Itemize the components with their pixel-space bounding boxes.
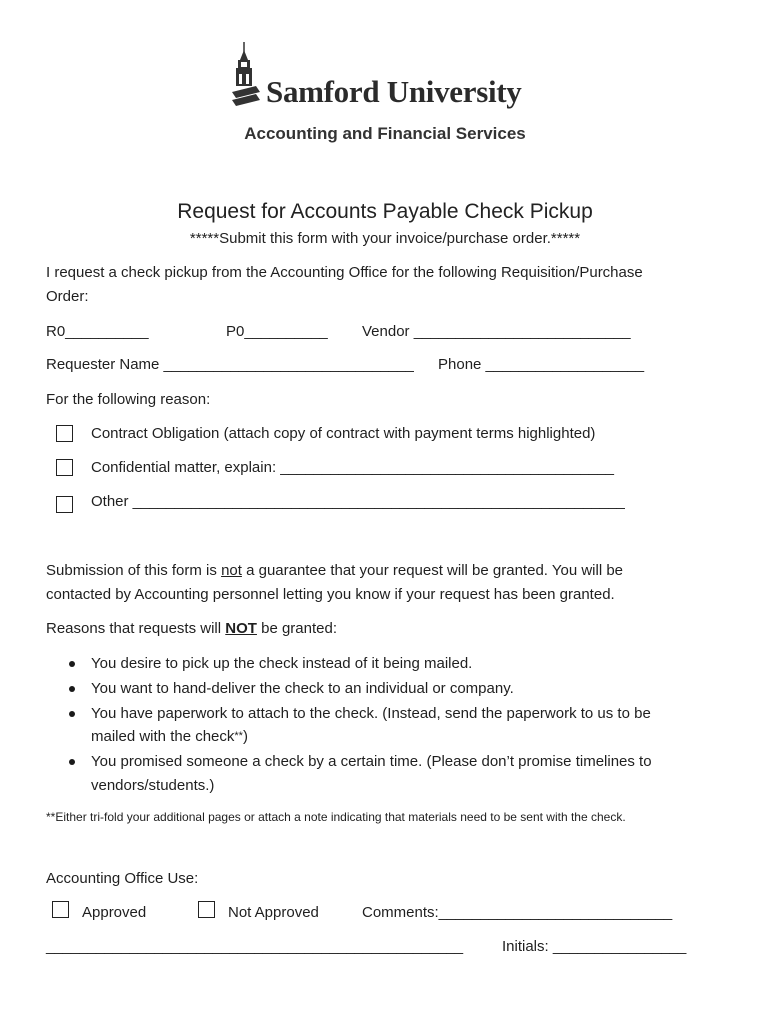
vendor-field[interactable]: Vendor __________________________ (362, 323, 631, 340)
reason-label: For the following reason: (46, 391, 211, 408)
disclaimer-line-1: Submission of this form is not a guarantee that your request will be granted. You will be (46, 562, 624, 579)
chapel-tower-icon (230, 42, 264, 108)
confidential-matter-label[interactable]: Confidential matter, explain: ________________________________________ (91, 459, 614, 476)
contract-obligation-label: Contract Obligation (attach copy of contract with payment terms highlighted) (91, 425, 596, 442)
reason-not-granted-4-line-1: You promised someone a check by a certain time. (Please don’t promise timelines to (91, 753, 652, 770)
logo-wordmark: Samford University (266, 74, 522, 109)
bullet-2 (69, 686, 75, 692)
disclaimer-line-2: contacted by Accounting personnel letting you know if your request has been granted. (46, 586, 615, 603)
reason-not-granted-2: You want to hand-deliver the check to an individual or company. (91, 680, 514, 697)
contract-obligation-checkbox[interactable] (56, 425, 73, 442)
reason-not-granted-3-line-1: You have paperwork to attach to the check. (Instead, send the paperwork to us to be (91, 705, 651, 722)
approved-label: Approved (82, 904, 147, 921)
initials-field[interactable]: Initials: ________________ (502, 938, 687, 955)
bullet-3 (69, 711, 75, 717)
comments-field[interactable]: Comments:____________________________ (362, 904, 673, 921)
signature-line[interactable]: __________________________________________________ (46, 938, 464, 955)
po-field[interactable]: P0__________ (226, 323, 328, 340)
bullet-1 (69, 661, 75, 667)
phone-field[interactable]: Phone ___________________ (438, 356, 645, 373)
not-approved-checkbox[interactable] (198, 901, 215, 918)
office-use-label: Accounting Office Use: (46, 870, 199, 887)
reason-not-granted-3-line-2: mailed with the check**) (91, 728, 248, 745)
other-reason-checkbox[interactable] (56, 496, 73, 513)
ro-field[interactable]: R0__________ (46, 323, 149, 340)
form-title: Request for Accounts Payable Check Pickup (177, 200, 593, 223)
confidential-matter-checkbox[interactable] (56, 459, 73, 476)
intro-text-line-1: I request a check pickup from the Accounting Office for the following Requisition/Purchase (46, 264, 643, 281)
reason-not-granted-4-line-2: vendors/students.) (91, 777, 215, 794)
footnote: **Either tri-fold your additional pages or attach a note indicating that materials need to be sent with the check. (46, 810, 626, 824)
reason-not-granted-1: You desire to pick up the check instead of it being mailed. (91, 655, 473, 672)
intro-text-line-2: Order: (46, 288, 89, 305)
not-approved-label: Not Approved (228, 904, 319, 921)
requester-name-field[interactable]: Requester Name ______________________________ (46, 356, 414, 373)
bullet-4 (69, 759, 75, 765)
not-granted-heading: Reasons that requests will NOT be granted: (46, 620, 337, 637)
form-subtitle: *****Submit this form with your invoice/purchase order.***** (189, 230, 581, 247)
samford-logo (230, 42, 550, 114)
other-reason-label[interactable]: Other ___________________________________________________________ (91, 493, 625, 510)
approved-checkbox[interactable] (52, 901, 69, 918)
department-heading: Accounting and Financial Services (244, 124, 526, 143)
